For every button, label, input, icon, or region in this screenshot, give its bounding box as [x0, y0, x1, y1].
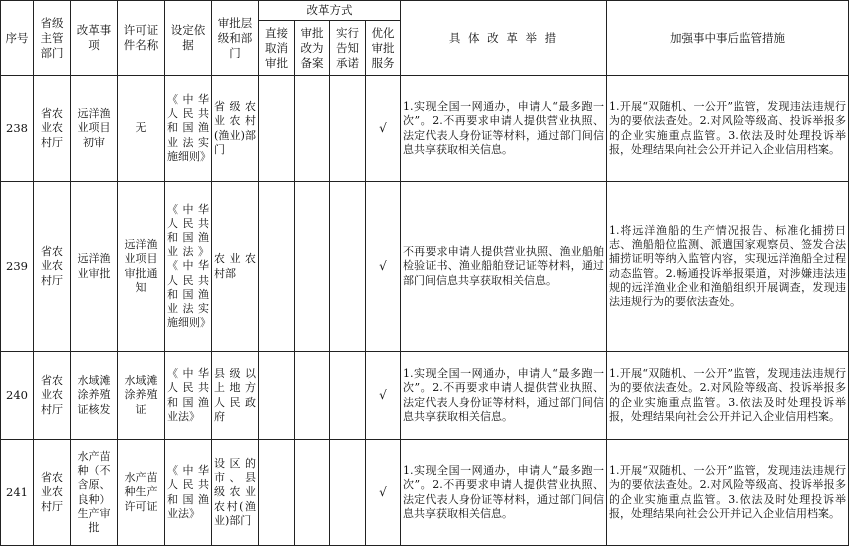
header-method-cancel: 直接取消审批 [259, 21, 295, 76]
row-dept: 省农业农村厅 [34, 440, 71, 546]
row-method-optimize: √ [366, 352, 401, 440]
row-dept: 省农业农村厅 [34, 182, 71, 352]
row-method-filing [295, 352, 330, 440]
row-seq: 239 [1, 182, 34, 352]
header-method-filing: 审批改为备案 [295, 21, 330, 76]
header-reform-method: 改革方式 [259, 1, 401, 21]
row-method-cancel [259, 182, 295, 352]
header-level: 审批层级和部门 [212, 1, 259, 76]
row-level: 农业农村部 [212, 182, 259, 352]
row-license: 水产苗种生产许可证 [118, 440, 165, 546]
row-item: 远洋渔业项目初审 [71, 76, 118, 182]
row-dept: 省农业农村厅 [34, 352, 71, 440]
row-measures: 1.实现全国一网通办，申请人“最多跑一次”。2.不再要求申请人提供营业执照、法定代表人身份证等材料，通过部门间信息共享获取相关信息。 [401, 76, 607, 182]
row-level: 设区的市、县级农业农村(渔业)部门 [212, 440, 259, 546]
row-measures: 1.实现全国一网通办，申请人“最多跑一次”。2.不再要求申请人提供营业执照、法定代表人身份证等材料，通过部门间信息共享获取相关信息。 [401, 352, 607, 440]
row-item: 水域滩涂养殖证核发 [71, 352, 118, 440]
row-seq: 240 [1, 352, 34, 440]
row-method-commitment [330, 182, 366, 352]
row-method-commitment [330, 76, 366, 182]
table-row [1, 440, 849, 546]
header-seq: 序号 [1, 1, 34, 76]
row-method-commitment [330, 440, 366, 546]
row-seq: 241 [1, 440, 34, 546]
row-method-optimize: √ [366, 440, 401, 546]
row-supervision: 1.开展“双随机、一公开”监管，发现违法违规行为的要依法查处。2.对风险等级高、投诉举报多的企业实施重点监管。3.依法及时处理投诉举报，处理结果向社会公开并记入企业信用档案。 [607, 440, 849, 546]
table-row [1, 182, 849, 352]
row-method-cancel [259, 440, 295, 546]
row-basis: 《中华人民共和国渔业法》 [165, 440, 212, 546]
row-level: 县级以上地方人民政府 [212, 352, 259, 440]
row-license: 远洋渔业项目审批通知 [118, 182, 165, 352]
row-supervision: 1.开展“双随机、一公开”监管，发现违法违规行为的要依法查处。2.对风险等级高、投诉举报多的企业实施重点监管。3.依法及时处理投诉举报，处理结果向社会公开并记入企业信用档案。 [607, 76, 849, 182]
row-dept: 省农业农村厅 [34, 76, 71, 182]
header-method-optimize: 优化审批服务 [366, 21, 401, 76]
row-item: 水产苗种（不含原、良种）生产审批 [71, 440, 118, 546]
row-measures: 不再要求申请人提供营业执照、渔业船舶检验证书、渔业船舶登记证等材料，通过部门间信息共享获取相关信息。 [401, 182, 607, 352]
row-basis: 《中华人民共和国渔业法实施细则》 [165, 76, 212, 182]
header-dept: 省级主管部门 [34, 1, 71, 76]
row-seq: 238 [1, 76, 34, 182]
row-method-filing [295, 76, 330, 182]
table-row [1, 352, 849, 440]
header-item: 改革事项 [71, 1, 118, 76]
row-method-filing [295, 182, 330, 352]
row-measures: 1.实现全国一网通办，申请人“最多跑一次”。2.不再要求申请人提供营业执照、法定代表人身份证等材料，通过部门间信息共享获取相关信息。 [401, 440, 607, 546]
header-license: 许可证件名称 [118, 1, 165, 76]
table-row [1, 76, 849, 182]
header-basis: 设定依据 [165, 1, 212, 76]
row-method-filing [295, 440, 330, 546]
row-method-optimize: √ [366, 182, 401, 352]
row-supervision: 1.开展“双随机、一公开”监管，发现违法违规行为的要依法查处。2.对风险等级高、投诉举报多的企业实施重点监管。3.依法及时处理投诉举报，处理结果向社会公开并记入企业信用档案。 [607, 352, 849, 440]
row-supervision: 1.将远洋渔船的生产情况报告、标准化捕捞日志、渔船船位监测、派遣国家观察员、签发合法捕捞证明等纳入监管内容，实现远洋渔船全过程动态监管。2.畅通投诉举报渠道，对涉嫌违法违规的远洋渔业企业和渔船组织开展调查，发现违法违规行为的要依法查处。 [607, 182, 849, 352]
row-method-commitment [330, 352, 366, 440]
row-level: 省级农业农村(渔业)部门 [212, 76, 259, 182]
row-method-cancel [259, 76, 295, 182]
row-license: 无 [118, 76, 165, 182]
row-basis: 《中华人民共和国渔业法》 [165, 352, 212, 440]
row-method-optimize: √ [366, 76, 401, 182]
row-item: 远洋渔业审批 [71, 182, 118, 352]
header-supervision: 加强事中事后监管措施 [607, 1, 849, 76]
row-license: 水域滩涂养殖证 [118, 352, 165, 440]
header-method-commitment: 实行告知承诺 [330, 21, 366, 76]
row-method-cancel [259, 352, 295, 440]
row-basis: 《中华人民共和国渔业法》《中华人民共和国渔业法实施细则》 [165, 182, 212, 352]
header-measures: 具 体 改 革 举 措 [401, 1, 607, 76]
